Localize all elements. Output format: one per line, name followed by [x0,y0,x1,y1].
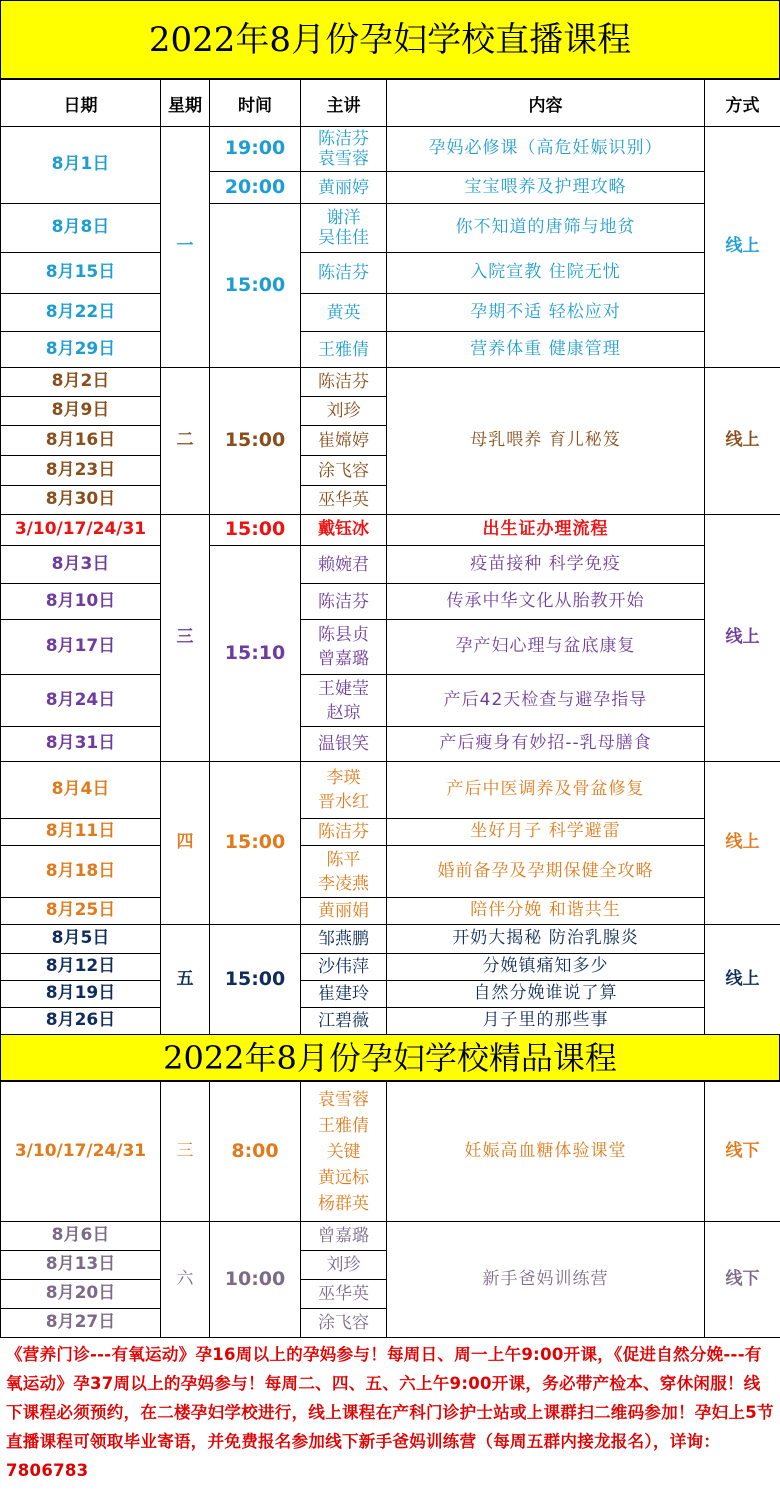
weekday-cell: 三 [161,1082,210,1222]
mode-cell: 线上 [705,515,780,762]
mode-cell: 线下 [705,1222,780,1338]
date-cell: 8月5日 [1,925,161,954]
speaker-cell: 邹燕鹏 [301,925,387,954]
date-cell: 8月26日 [1,1008,161,1035]
speaker-cell: 袁雪蓉 王雅倩 关键 黄远标 杨群英 [301,1082,387,1222]
topic-cell: 月子里的那些事 [387,1008,705,1035]
date-cell: 8月17日 [1,620,161,675]
date-cell: 8月1日 [1,127,161,204]
speaker-cell: 谢洋 吴佳佳 [301,204,387,253]
speaker-cell: 陈洁芬 [301,819,387,846]
table-row [1,1008,780,1035]
header-weekday: 星期 [161,80,210,127]
topic-cell: 产后42天检查与避孕指导 [387,675,705,727]
weekday-cell: 五 [161,925,210,1035]
header-content: 内容 [387,80,705,127]
mode-cell: 线上 [705,762,780,925]
table-row [1,584,780,620]
speaker-cell: 黄英 [301,294,387,332]
time-cell: 15:00 [210,762,301,925]
topic-cell: 孕妈必修课（高危妊娠识别） [387,127,705,172]
weekday-cell: 二 [161,368,210,515]
time-cell: 19:00 [210,127,301,172]
topic-cell: 出生证办理流程 [387,515,705,546]
topic-cell: 分娩镇痛知多少 [387,954,705,981]
speaker-cell: 陈县贞 曾嘉璐 [301,620,387,675]
speaker-cell: 王雅倩 [301,332,387,368]
date-cell: 8月25日 [1,898,161,925]
table-header-row [1,80,780,127]
table-row [1,294,780,332]
date-cell: 8月30日 [1,486,161,515]
topic-cell: 营养体重 健康管理 [387,332,705,368]
table-row [1,898,780,925]
table-row [1,253,780,294]
speaker-cell: 曾嘉璐 [301,1222,387,1251]
table-row [1,204,780,253]
table-row [1,1082,780,1222]
date-cell: 8月16日 [1,426,161,456]
topic-cell: 宝宝喂养及护理攻略 [387,172,705,204]
table-row [1,727,780,762]
time-cell: 20:00 [210,172,301,204]
date-cell: 8月22日 [1,294,161,332]
speaker-cell: 戴钰冰 [301,515,387,546]
page-title: 2022年8月份孕妇学校直播课程 [0,0,780,79]
weekday-cell: 三 [161,515,210,762]
mode-cell: 线下 [705,1082,780,1222]
speaker-cell: 江碧薇 [301,1008,387,1035]
speaker-cell: 赖婉君 [301,546,387,584]
date-cell: 8月4日 [1,762,161,819]
topic-cell: 母乳喂养 育儿秘笈 [387,368,705,515]
speaker-cell: 巫华英 [301,1280,387,1309]
table-row [1,620,780,675]
speaker-cell: 崔嫦婷 [301,426,387,456]
date-cell: 8月12日 [1,954,161,981]
time-cell: 15:00 [210,925,301,1035]
header-mode: 方式 [705,80,780,127]
speaker-cell: 涂飞容 [301,456,387,486]
weekday-cell: 六 [161,1222,210,1338]
time-cell: 8:00 [210,1082,301,1222]
date-cell: 8月13日 [1,1251,161,1280]
speaker-cell: 涂飞容 [301,1309,387,1338]
date-cell: 8月15日 [1,253,161,294]
time-cell: 15:00 [210,368,301,515]
speaker-cell: 刘珍 [301,1251,387,1280]
speaker-cell: 陈洁芬 袁雪蓉 [301,127,387,172]
date-cell: 3/10/17/24/31 [1,515,161,546]
topic-cell: 产后中医调养及骨盆修复 [387,762,705,819]
weekday-cell: 一 [161,127,210,368]
speaker-cell: 陈洁芬 [301,253,387,294]
table-row [1,515,780,546]
topic-cell: 疫苗接种 科学免疫 [387,546,705,584]
weekday-cell: 四 [161,762,210,925]
table-row [1,127,780,172]
topic-cell: 入院宣教 住院无忧 [387,253,705,294]
mode-cell: 线上 [705,127,780,368]
topic-cell: 孕期不适 轻松应对 [387,294,705,332]
date-cell: 8月20日 [1,1280,161,1309]
table-row [1,546,780,584]
time-cell: 10:00 [210,1222,301,1338]
header-date: 日期 [1,80,161,127]
topic-cell: 自然分娩谁说了算 [387,981,705,1008]
mode-cell: 线上 [705,368,780,515]
speaker-cell: 崔建玲 [301,981,387,1008]
speaker-cell: 巫华英 [301,486,387,515]
topic-cell: 新手爸妈训练营 [387,1222,705,1338]
topic-cell: 陪伴分娩 和谐共生 [387,898,705,925]
date-cell: 8月18日 [1,846,161,898]
topic-cell: 你不知道的唐筛与地贫 [387,204,705,253]
time-cell: 15:10 [210,546,301,762]
speaker-cell: 刘珍 [301,397,387,426]
speaker-cell: 黄丽婷 [301,172,387,204]
date-cell: 8月3日 [1,546,161,584]
speaker-cell: 王婕莹 赵琼 [301,675,387,727]
table-row [1,925,780,954]
quality-course-table [0,1081,780,1338]
date-cell: 8月19日 [1,981,161,1008]
date-cell: 8月29日 [1,332,161,368]
topic-cell: 妊娠高血糖体验课堂 [387,1082,705,1222]
topic-cell: 传承中华文化从胎教开始 [387,584,705,620]
topic-cell: 产后瘦身有妙招--乳母膳食 [387,727,705,762]
footnote: 《营养门诊---有氧运动》孕16周以上的孕妈参与！每周日、周一上午9:00开课，《促进自然分娩---有氧运动》孕37周以上的孕妈参与！每周二、四、五、六上午9:00开课，务必带产检本、穿休闲服！线下课程必须预约，在二楼孕妇学校进行，线上课程在产科门诊护士站或上课群扫二维码参加！孕妇上5节直播课程可领取毕业寄语，并免费报名参加线下新手爸妈训练营（每周五群内接龙报名），详询：7806783 [6,1345,774,1480]
table-row [1,675,780,727]
time-cell: 15:00 [210,204,301,368]
header-time: 时间 [210,80,301,127]
topic-cell: 坐好月子 科学避雷 [387,819,705,846]
table-row [1,819,780,846]
speaker-cell: 陈洁芬 [301,584,387,620]
date-cell: 8月31日 [1,727,161,762]
table-row [1,762,780,819]
date-cell: 8月2日 [1,368,161,397]
topic-cell: 婚前备孕及孕期保健全攻略 [387,846,705,898]
date-cell: 8月27日 [1,1309,161,1338]
date-cell: 8月8日 [1,204,161,253]
table-row [1,846,780,898]
time-cell: 15:00 [210,515,301,546]
speaker-cell: 李瑛 晋水红 [301,762,387,819]
mode-cell: 线上 [705,925,780,1035]
table-row [1,1222,780,1251]
table-row [1,332,780,368]
date-cell: 8月9日 [1,397,161,426]
live-course-table [0,79,780,1035]
table-row [1,954,780,981]
speaker-cell: 温银笑 [301,727,387,762]
date-cell: 3/10/17/24/31 [1,1082,161,1222]
date-cell: 8月24日 [1,675,161,727]
quality-course-title: 2022年8月份孕妇学校精品课程 [0,1035,780,1081]
table-row [1,368,780,397]
speaker-cell: 陈平 李凌燕 [301,846,387,898]
header-speaker: 主讲 [301,80,387,127]
table-row [1,981,780,1008]
topic-cell: 开奶大揭秘 防治乳腺炎 [387,925,705,954]
date-cell: 8月10日 [1,584,161,620]
speaker-cell: 陈洁芬 [301,368,387,397]
speaker-cell: 沙伟萍 [301,954,387,981]
speaker-cell: 黄丽娟 [301,898,387,925]
topic-cell: 孕产妇心理与盆底康复 [387,620,705,675]
date-cell: 8月23日 [1,456,161,486]
date-cell: 8月6日 [1,1222,161,1251]
date-cell: 8月11日 [1,819,161,846]
